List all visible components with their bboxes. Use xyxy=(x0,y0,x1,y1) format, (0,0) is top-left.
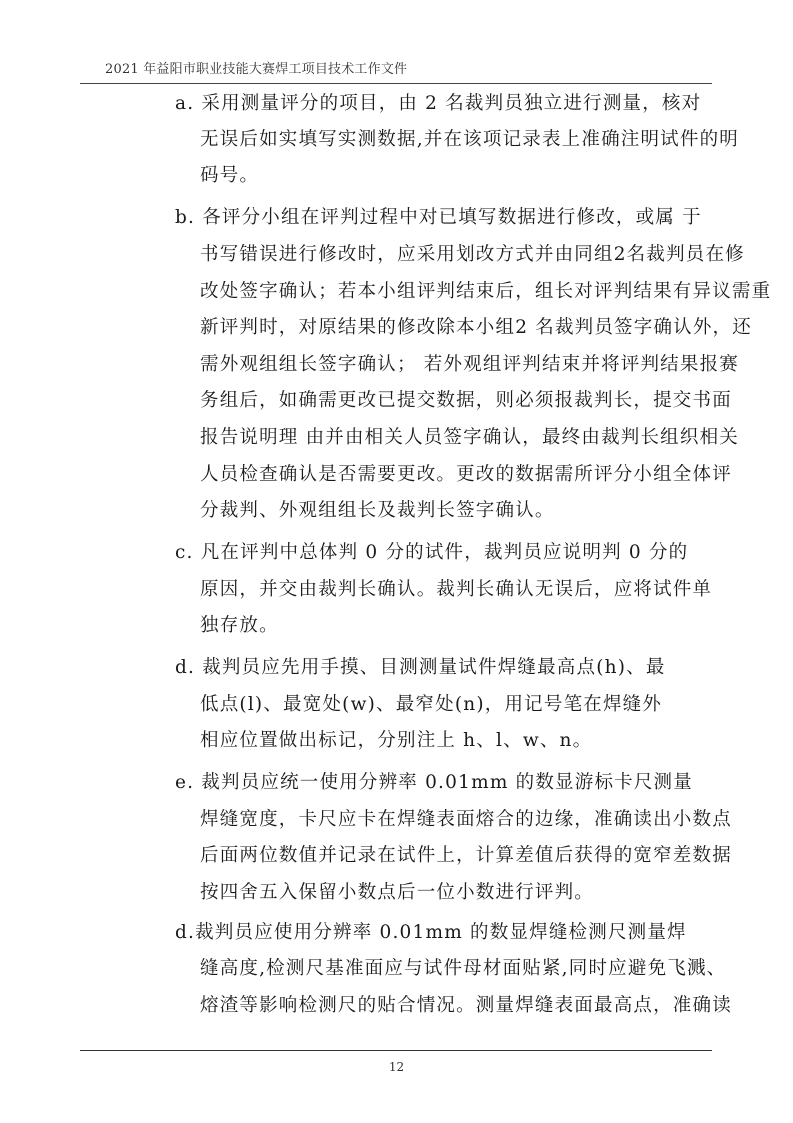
header-divider xyxy=(80,83,712,84)
text-line: 后面两位数值并记录在试件上，计算差值后获得的宽窄差数据 xyxy=(200,845,732,866)
text-line: c. 凡在评判中总体判 0 分的试件，裁判员应说明判 0 分的 xyxy=(175,542,689,563)
text-line: 熔渣等影响检测尺的贴合情况。测量焊缝表面最高点，准确读 xyxy=(200,995,732,1016)
text-line: d.裁判员应使用分辨率 0.01mm 的数显焊缝检测尺测量焊 xyxy=(175,922,687,943)
text-line: 焊缝宽度，卡尺应卡在焊缝表面熔合的边缘，准确读出小数点 xyxy=(200,809,732,830)
text-line: d. 裁判员应先用手摸、目测测量试件焊缝最高点(h)、最 xyxy=(175,657,666,678)
text-line: 务组后，如确需更改已提交数据，则必须报裁判长，提交书面 xyxy=(200,390,732,411)
text-line: a. 采用测量评分的项目，由 2 名裁判员独立进行测量，核对 xyxy=(175,93,702,114)
text-line: 缝高度,检测尺基准面应与试件母材面贴紧,同时应避免飞溅、 xyxy=(200,958,727,979)
footer-divider xyxy=(80,1050,712,1051)
text-line: 人员检查确认是否需要更改。更改的数据需所评分小组全体评 xyxy=(200,464,732,485)
page-header: 2021 年益阳市职业技能大赛焊工项目技术工作文件 xyxy=(105,62,408,77)
text-line: 独存放。 xyxy=(200,615,279,636)
text-line: 低点(l)、最宽处(w)、最窄处(n)，用记号笔在焊缝外 xyxy=(200,694,663,715)
text-line: 需外观组组长签字确认； 若外观组评判结束并将评判结果报赛 xyxy=(200,354,739,375)
text-line: 新评判时，对原结果的修改除本小组2 名裁判员签字确认外，还 xyxy=(200,317,752,338)
text-line: b. 各评分小组在评判过程中对已填写数据进行修改，或属 于 xyxy=(175,207,702,228)
text-line: 原因，并交由裁判长确认。裁判长确认无误后，应将试件单 xyxy=(200,579,713,600)
text-line: 书写错误进行修改时，应采用划改方式并由同组2名裁判员在修 xyxy=(200,244,745,265)
page-number: 12 xyxy=(388,1060,405,1074)
text-line: 按四舍五入保留小数点后一位小数进行评判。 xyxy=(200,882,595,903)
text-line: 分裁判、外观组组长及裁判长签字确认。 xyxy=(200,500,555,521)
text-line: 码号。 xyxy=(200,165,260,186)
text-line: 相应位置做出标记，分别注上 h、l、w、n。 xyxy=(200,730,593,751)
text-line: 报告说明理 由并由相关人员签字确认，最终由裁判长组织相关 xyxy=(200,427,739,448)
text-line: 无误后如实填写实测数据,并在该项记录表上准确注明试件的明 xyxy=(200,129,739,150)
text-line: 改处签字确认；若本小组评判结束后，组长对评判结果有异议需重 xyxy=(200,281,772,302)
text-line: e. 裁判员应统一使用分辨率 0.01mm 的数显游标卡尺测量 xyxy=(175,772,693,793)
